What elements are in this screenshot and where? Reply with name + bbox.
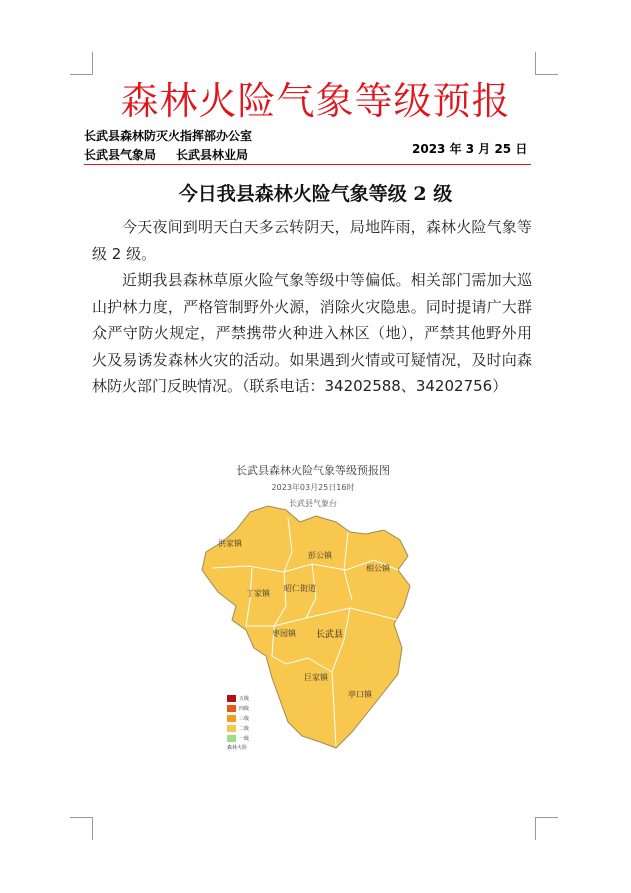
- legend-caption: 森林火险: [227, 745, 248, 751]
- masthead-title: 森林火险气象等级预报: [120, 79, 511, 123]
- article-body: [92, 214, 532, 400]
- town-label: 彭公镇: [308, 551, 332, 560]
- issue-date: 2023 年 3 月 25 日: [412, 142, 528, 156]
- legend-item: [227, 734, 259, 742]
- town-label: 巨家镇: [304, 673, 328, 682]
- legend-label: 四级: [239, 705, 250, 712]
- crop-mark-bottom-right: [535, 817, 558, 840]
- town-label: 丁家镇: [246, 589, 270, 598]
- county-seat-label: 长武县: [316, 630, 344, 640]
- legend-item: [227, 724, 259, 732]
- town-label: 相公镇: [366, 564, 390, 573]
- article-title: 今日我县森林火险气象等级 2 级: [178, 183, 453, 205]
- town-label: 枣园镇: [272, 629, 296, 638]
- map-title: 长武县森林火险气象等级预报图: [236, 464, 390, 477]
- fire-risk-map: [188, 460, 438, 760]
- issuer-weather-bureau: 长武县气象局: [84, 148, 157, 162]
- town-label: 昭仁街道: [284, 584, 316, 593]
- legend-label: 三级: [239, 715, 250, 722]
- legend-label: 一级: [239, 735, 250, 742]
- legend-label: 二级: [239, 725, 250, 732]
- paragraph-1: 今天夜间到明天白天多云转阴天，局地阵雨，森林火险气象等级 2 级。: [92, 218, 532, 263]
- crop-mark-bottom-left: [70, 817, 93, 840]
- legend-label: 五级: [239, 695, 250, 702]
- town-label: 亭口镇: [348, 690, 372, 699]
- legend-swatch-level-5: [227, 695, 236, 702]
- legend-item: [227, 694, 259, 702]
- issuer-forestry-bureau: 长武县林业局: [176, 148, 249, 162]
- issuer-line-2: [84, 146, 268, 163]
- issuer-line-1: 长武县森林防灭火指挥部办公室: [84, 129, 253, 143]
- map-issuer: 长武县气象台: [289, 499, 337, 508]
- legend-swatch-level-3: [227, 715, 236, 722]
- map-legend: [227, 694, 259, 752]
- legend-swatch-level-1: [227, 735, 236, 742]
- paragraph-2: 近期我县森林草原火险气象等级中等偏低。相关部门需加大巡山护林力度，严格管制野外火源，消除火灾隐患。同时提请广大群众严守防火规定，严禁携带火种进入林区（地），严禁其他野外用火及易诱发森林火灾的活动。如果遇到火情或可疑情况，及时向森林防火部门反映情况。（联系电话：34202588、34202756）: [92, 271, 532, 395]
- map-time: 2023年03月25日16时: [271, 483, 355, 492]
- legend-item: [227, 714, 259, 722]
- legend-swatch-level-4: [227, 705, 236, 712]
- legend-swatch-level-2: [227, 725, 236, 732]
- legend-item: [227, 704, 259, 712]
- town-label: 洪家镇: [218, 539, 242, 548]
- header-divider: [84, 164, 531, 165]
